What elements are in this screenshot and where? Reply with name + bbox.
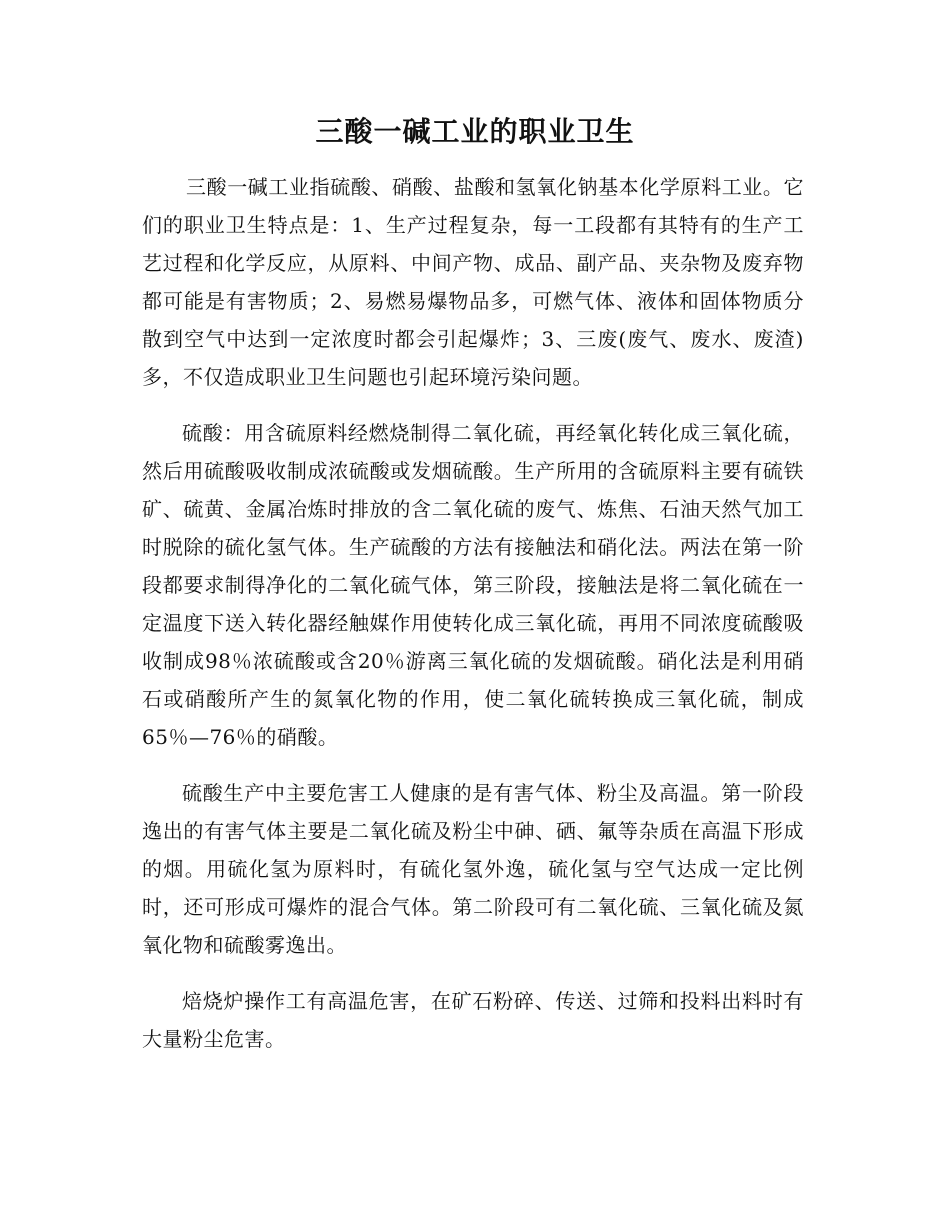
paragraph-intro: 三酸一碱工业指硫酸、硝酸、盐酸和氢氧化钠基本化学原料工业。它们的职业卫生特点是：1、生产过程复杂，每一工段都有其特有的生产工艺过程和化学反应，从原料、中间产物、成品、副产品、夹杂物及废弃物都可能是有害物质；2、易燃易爆物品多，可燃气体、液体和固体物质分散到空气中达到一定浓度时都会引起爆炸；3、三废(废气、废水、废渣)多，不仅造成职业卫生问题也引起环境污染问题。 (142, 175, 804, 389)
paragraph-hazards: 硫酸生产中主要危害工人健康的是有害气体、粉尘及高温。第一阶段逸出的有害气体主要是二氧化硫及粉尘中砷、硒、氟等杂质在高温下形成的烟。用硫化氢为原料时，有硫化氢外逸，硫化氢与空气达成一定比例时，还可形成可爆炸的混合气体。第二阶段可有二氧化硫、三氧化硫及氮氧化物和硫酸雾逸出。 (142, 781, 804, 957)
paragraph-roaster: 焙烧炉操作工有高温危害，在矿石粉碎、传送、过筛和投料出料时有大量粉尘危害。 (142, 989, 804, 1051)
paragraph-sulfuric-acid: 硫酸：用含硫原料经燃烧制得二氧化硫，再经氧化转化成三氧化硫，然后用硫酸吸收制成浓硫酸或发烟硫酸。生产所用的含硫原料主要有硫铁矿、硫黄、金属冶炼时排放的含二氧化硫的废气、炼焦、石油天然气加工时脱除的硫化氢气体。生产硫酸的方法有接触法和硝化法。两法在第一阶段都要求制得净化的二氧化硫气体，第三阶段，接触法是将二氧化硫在一定温度下送入转化器经触媒作用使转化成三氧化硫，再用不同浓度硫酸吸收制成98％浓硫酸或含20％游离三氧化硫的发烟硫酸。硝化法是利用硝石或硝酸所产生的氮氧化物的作用，使二氧化硫转换成三氧化硫，制成65％—76％的硝酸。 (142, 421, 804, 749)
document-body (142, 168, 804, 1076)
page-title: 三酸一碱工业的职业卫生 (315, 115, 635, 148)
